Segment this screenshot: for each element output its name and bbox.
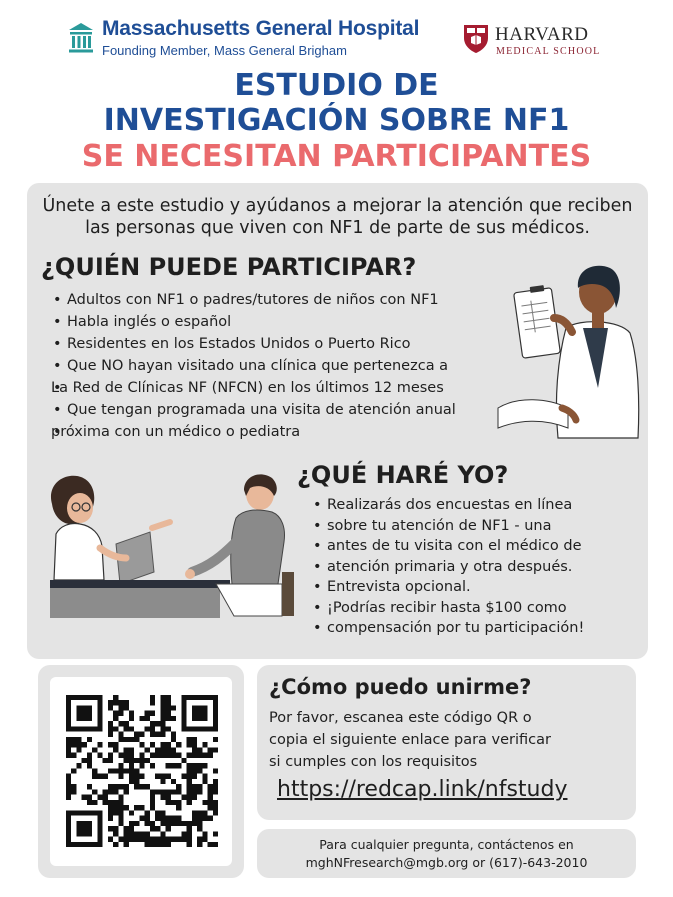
- list-item: • Entrevista opcional.: [311, 577, 584, 598]
- join-line-3: si cumples con los requisitos: [269, 754, 478, 770]
- list-item-continued: • próxima con un médico o pediatra: [51, 421, 456, 443]
- list-item: • Habla inglés o español: [51, 311, 456, 333]
- list-item: • Realizarás dos encuestas en línea: [311, 495, 584, 516]
- list-item-continued: • compensación por tu participación!: [311, 618, 584, 639]
- intro-line-1: Únete a este estudio y ayúdanos a mejorar la atención que reciben: [42, 196, 633, 216]
- mgh-building-icon: [68, 22, 94, 54]
- join-heading: ¿Cómo puedo unirme?: [269, 675, 532, 699]
- title-line-1: ESTUDIO DE: [234, 68, 439, 103]
- header: [0, 0, 673, 66]
- what-list: [311, 495, 584, 639]
- intro-text: [27, 195, 648, 239]
- qr-inner: [50, 677, 232, 866]
- list-item-continued: • antes de tu visita con el médico de: [311, 536, 584, 557]
- list-item-continued: • La Red de Clínicas NF (NFCN) en los últimos 12 meses: [51, 377, 456, 399]
- mgh-name: Massachusetts General Hospital: [102, 17, 420, 40]
- title-line-3: SE NECESITAN PARTICIPANTES: [81, 139, 592, 174]
- meeting-illustration: [46, 472, 296, 620]
- intro-line-2: las personas que viven con NF1 de parte de sus médicos.: [85, 218, 590, 238]
- who-heading: ¿QUIÉN PUEDE PARTICIPAR?: [41, 253, 417, 281]
- qr-code[interactable]: [66, 695, 218, 847]
- join-card: [257, 665, 636, 820]
- harvard-subtitle: MEDICAL SCHOOL: [496, 46, 601, 57]
- harvard-name: HARVARD: [495, 24, 589, 45]
- list-item: • Que tengan programada una visita de atención anual: [51, 399, 456, 421]
- list-item-continued: • sobre tu atención de NF1 - una: [311, 516, 584, 537]
- contact-line-1: Para cualquier pregunta, contáctenos en: [319, 837, 574, 852]
- mgh-subtitle: Founding Member, Mass General Brigham: [102, 43, 347, 58]
- list-item: • Residentes en los Estados Unidos o Puerto Rico: [51, 333, 456, 355]
- join-line-2: copia el siguiente enlace para verificar: [269, 732, 551, 748]
- list-item: • Que NO hayan visitado una clínica que pertenezca a: [51, 355, 456, 377]
- contact-card: [257, 829, 636, 878]
- who-list: [51, 289, 456, 443]
- list-item: • ¡Podrías recibir hasta $100 como: [311, 598, 584, 619]
- contact-line-2: mghNFresearch@mgb.org or (617)-643-2010: [305, 855, 588, 870]
- what-heading: ¿QUÉ HARÉ YO?: [297, 461, 509, 489]
- harvard-shield-icon: [463, 24, 489, 54]
- list-item-continued: • atención primaria y otra después.: [311, 557, 584, 578]
- join-text: [269, 707, 551, 773]
- list-item: • Adultos con NF1 o padres/tutores de niños con NF1: [51, 289, 456, 311]
- study-link[interactable]: https://redcap.link/nfstudy: [277, 777, 568, 802]
- qr-card: [38, 665, 244, 878]
- join-line-1: Por favor, escanea este código QR o: [269, 710, 532, 726]
- doctor-illustration: [488, 258, 648, 443]
- title-line-2: INVESTIGACIÓN SOBRE NF1: [103, 103, 570, 138]
